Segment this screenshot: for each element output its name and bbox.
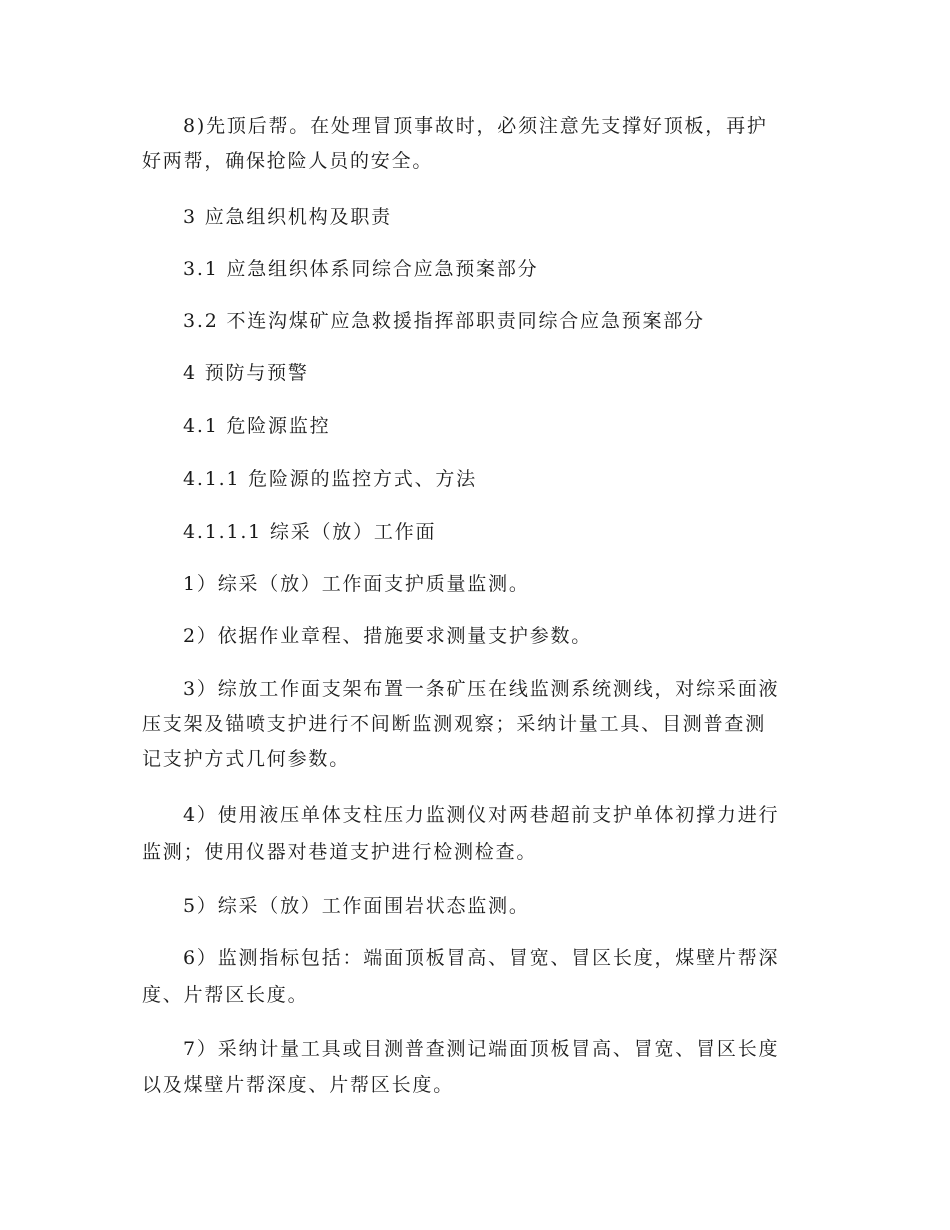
paragraph-line: 以及煤壁片帮深度、片帮区长度。 bbox=[142, 1074, 455, 1096]
paragraph-line: 6）监测指标包括：端面顶板冒高、冒宽、冒区长度，煤壁片帮深 bbox=[183, 947, 780, 969]
paragraph-line: 好两帮，确保抢险人员的安全。 bbox=[142, 150, 434, 172]
list-item: 5）综采（放）工作面围岩状态监测。 bbox=[183, 895, 530, 917]
section-heading: 4.1 危险源监控 bbox=[183, 415, 331, 437]
paragraph-line: 7）采纳计量工具或目测普查测记端面顶板冒高、冒宽、冒区长度 bbox=[183, 1038, 780, 1060]
section-heading: 4.1.1 危险源的监控方式、方法 bbox=[183, 468, 477, 490]
paragraph-line: 监测；使用仪器对巷道支护进行检测检查。 bbox=[142, 841, 538, 863]
paragraph-line: 3）综放工作面支架布置一条矿压在线监测系统测线，对综采面液 bbox=[183, 678, 780, 700]
list-item: 1）综采（放）工作面支护质量监测。 bbox=[183, 573, 530, 595]
paragraph-line: 度、片帮区长度。 bbox=[142, 984, 309, 1006]
section-heading: 3.2 不连沟煤矿应急救援指挥部职责同综合应急预案部分 bbox=[183, 310, 705, 332]
paragraph-line: 4）使用液压单体支柱压力监测仪对两巷超前支护单体初撑力进行 bbox=[183, 804, 780, 826]
section-heading: 4.1.1.1 综采（放）工作面 bbox=[183, 521, 437, 543]
list-item: 2）依据作业章程、措施要求测量支护参数。 bbox=[183, 625, 593, 647]
paragraph-line: 记支护方式几何参数。 bbox=[142, 748, 351, 770]
section-heading: 3.1 应急组织体系同综合应急预案部分 bbox=[183, 258, 539, 280]
paragraph-line: 压支架及锚喷支护进行不间断监测观察；采纳计量工具、目测普查测 bbox=[142, 713, 767, 735]
paragraph-line: 8)先顶后帮。在处理冒顶事故时，必须注意先支撑好顶板，再护 bbox=[183, 115, 768, 137]
section-heading: 3 应急组织机构及职责 bbox=[183, 206, 392, 228]
section-heading: 4 预防与预警 bbox=[183, 362, 309, 384]
